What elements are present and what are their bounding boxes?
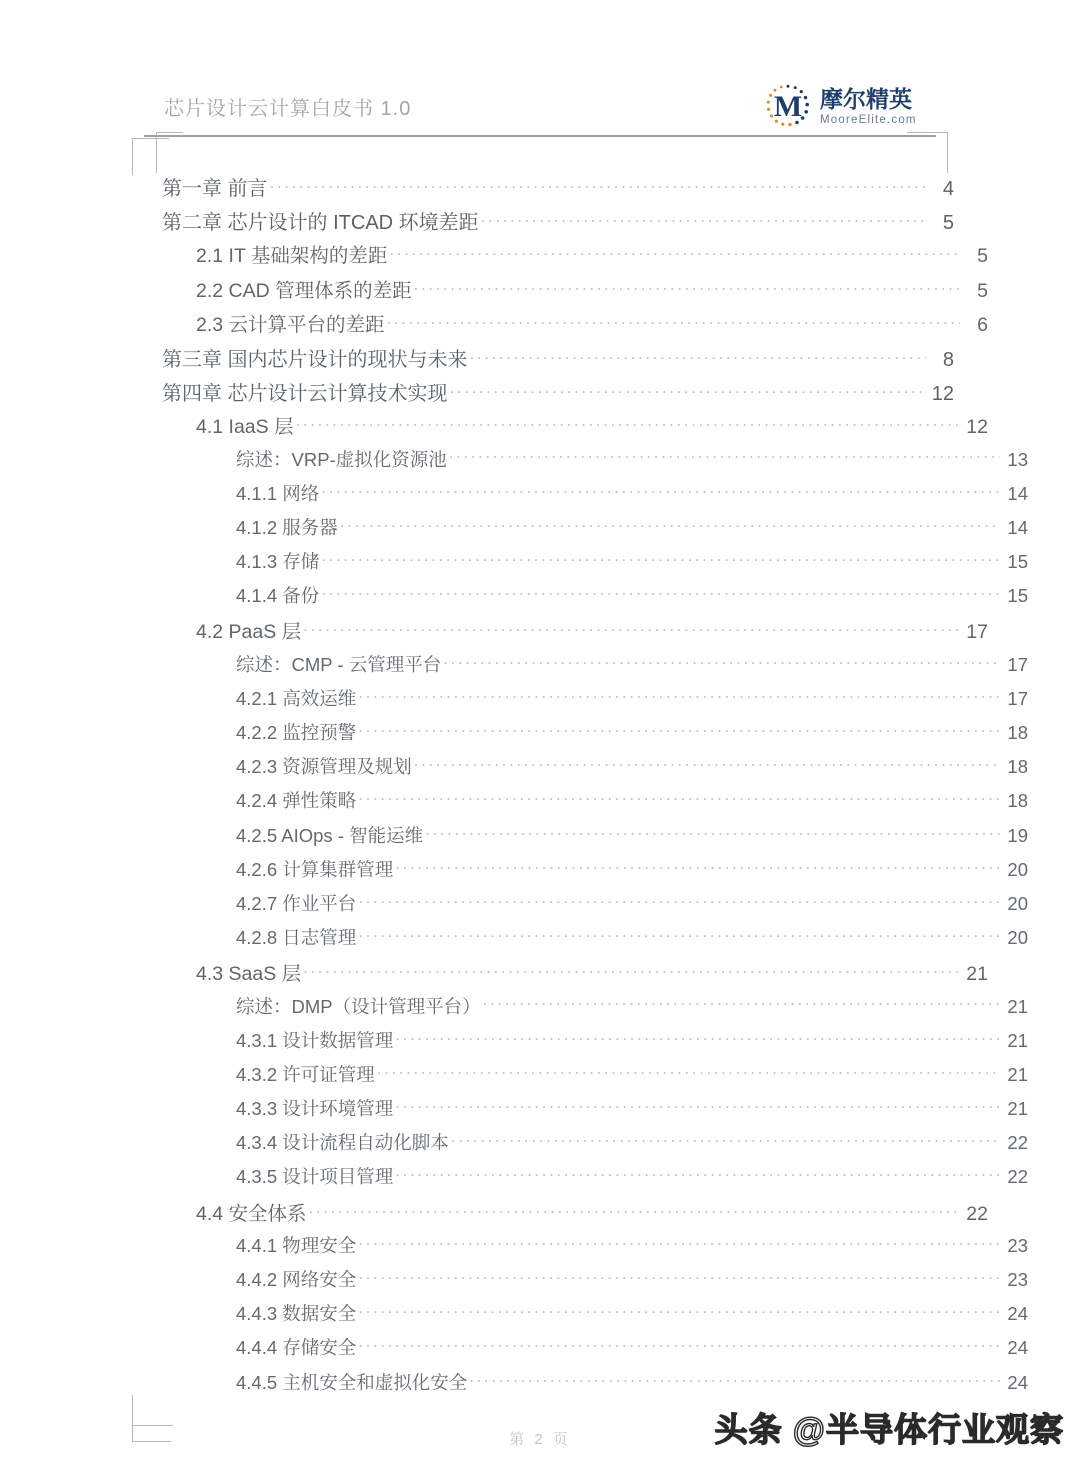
toc-entry[interactable] (144, 719, 1028, 753)
toc-dot-leader (389, 246, 960, 262)
toc-dot-leader (358, 894, 1000, 910)
toc-entry-page-number: 5 (977, 245, 988, 268)
toc-entry[interactable] (144, 787, 1028, 821)
toc-entry-label: 4.1.2 服务器 (236, 516, 338, 538)
toc-entry-page-number: 12 (966, 416, 988, 439)
toc-entry-page-number: 24 (1007, 1303, 1028, 1325)
toc-dot-leader (443, 655, 1000, 671)
toc-entry-page-number: 18 (1007, 790, 1028, 812)
toc-entry[interactable] (144, 548, 1028, 582)
toc-entry[interactable] (144, 616, 988, 650)
toc-entry-label: 4.2.6 计算集群管理 (236, 858, 394, 880)
toc-entry-label: 4.1.4 备份 (236, 585, 320, 607)
toc-entry[interactable] (144, 993, 1028, 1027)
toc-entry[interactable] (144, 377, 954, 411)
toc-entry[interactable] (144, 1061, 1028, 1095)
toc-entry-label: 4.3.4 设计流程自动化脚本 (236, 1132, 449, 1154)
toc-dot-leader (395, 860, 1000, 876)
toc-entry-page-number: 15 (1007, 585, 1028, 607)
toc-entry-label: 4.2 PaaS 层 (196, 621, 302, 644)
toc-entry[interactable] (144, 1163, 1028, 1197)
toc-entry-page-number: 21 (1007, 1098, 1028, 1120)
toc-dot-leader (481, 213, 926, 229)
toc-dot-leader (358, 791, 1000, 807)
toc-entry[interactable] (144, 514, 1028, 548)
toc-entry-page-number: 17 (1007, 653, 1028, 675)
toc-entry-page-number: 22 (966, 1202, 988, 1225)
toc-dot-leader (425, 826, 1000, 842)
toc-entry-label: 4.2.1 高效运维 (236, 687, 357, 709)
toc-entry-label: 2.1 IT 基础架构的差距 (196, 245, 388, 268)
toc-entry[interactable] (144, 480, 1028, 514)
toc-entry-page-number: 22 (1007, 1132, 1028, 1154)
toc-entry-page-number: 23 (1007, 1234, 1028, 1256)
logo-wordmark (820, 86, 917, 127)
toc-entry[interactable] (144, 890, 1028, 924)
toc-entry-label: 4.4.3 数据安全 (236, 1303, 357, 1325)
toc-entry-page-number: 14 (1007, 482, 1028, 504)
toc-entry[interactable] (144, 1198, 988, 1232)
toc-entry-label: 4.2.8 日志管理 (236, 927, 357, 949)
logo-name-cn: 摩尔精英 (820, 85, 912, 112)
toc-entry[interactable] (144, 822, 1028, 856)
toc-dot-leader (414, 757, 1000, 773)
toc-dot-leader (270, 179, 926, 195)
toc-entry-label: 4.2.4 弹性策略 (236, 790, 357, 812)
toc-entry-label: 4.1.1 网络 (236, 482, 320, 504)
document-title: 芯片设计云计算白皮书 1.0 (164, 98, 412, 120)
toc-entry[interactable] (144, 753, 1028, 787)
toc-entry-label: 第二章 芯片设计的 ITCAD 环境差距 (162, 212, 479, 235)
toc-entry-page-number: 6 (977, 313, 988, 336)
toc-entry-page-number: 21 (966, 963, 988, 986)
table-of-contents (144, 172, 1028, 1403)
svg-text:M: M (773, 90, 803, 123)
toc-dot-leader (358, 1236, 1000, 1252)
toc-entry-page-number: 5 (977, 279, 988, 302)
toc-entry[interactable] (144, 924, 1028, 958)
toc-dot-leader (358, 928, 1000, 944)
toc-entry-label: 4.4.5 主机安全和虚拟化安全 (236, 1371, 468, 1393)
toc-entry-page-number: 5 (942, 212, 954, 235)
toc-entry[interactable] (144, 1027, 1028, 1061)
toc-entry-label: 2.3 云计算平台的差距 (196, 313, 385, 336)
toc-entry[interactable] (144, 856, 1028, 890)
toc-entry[interactable] (144, 582, 1028, 616)
toc-entry-page-number: 20 (1007, 927, 1028, 949)
toc-entry-page-number: 12 (931, 383, 954, 406)
toc-entry-label: 2.2 CAD 管理体系的差距 (196, 279, 412, 302)
toc-entry-page-number: 4 (942, 178, 954, 200)
toc-entry-label: 4.3.3 设计环境管理 (236, 1098, 394, 1120)
toc-entry[interactable] (144, 1129, 1028, 1163)
toc-dot-leader (309, 1204, 960, 1220)
toc-entry-label: 4.4.1 物理安全 (236, 1234, 357, 1256)
toc-entry[interactable] (144, 651, 1028, 685)
toc-entry-label: 4.2.2 监控预警 (236, 722, 357, 743)
toc-entry-page-number: 17 (1007, 687, 1028, 709)
toc-entry-page-number: 22 (1007, 1166, 1028, 1188)
toc-entry[interactable] (144, 685, 1028, 719)
toc-dot-leader (303, 964, 960, 980)
toc-entry-page-number: 13 (1007, 448, 1028, 470)
toc-entry-page-number: 18 (1007, 756, 1028, 778)
toc-entry-label: 第四章 芯片设计云计算技术实现 (162, 383, 448, 406)
toc-entry-page-number: 17 (966, 621, 988, 644)
toc-entry[interactable] (144, 1232, 1028, 1266)
toc-entry-page-number: 21 (1007, 995, 1028, 1017)
toc-dot-leader (296, 417, 960, 433)
moore-elite-m-logo-icon (764, 82, 812, 130)
toc-dot-leader (395, 1099, 1000, 1115)
toc-dot-leader (395, 1167, 1000, 1183)
toc-dot-leader (321, 586, 1000, 602)
toc-entry[interactable] (144, 446, 1028, 480)
toc-entry[interactable] (144, 309, 988, 343)
toc-dot-leader (358, 689, 1000, 705)
toc-entry-label: 4.3.1 设计数据管理 (236, 1029, 394, 1051)
toc-entry-label: 4.3.2 许可证管理 (236, 1063, 375, 1085)
toc-dot-leader (358, 723, 1000, 739)
toc-entry-label: 4.2.7 作业平台 (236, 892, 357, 914)
toc-entry-page-number: 19 (1007, 824, 1028, 846)
toc-entry-label: 第一章 前言 (162, 178, 268, 200)
toc-entry-page-number: 24 (1007, 1337, 1028, 1359)
toc-entry[interactable] (144, 1334, 1028, 1368)
toc-dot-leader (303, 622, 960, 638)
toc-dot-leader (483, 997, 1000, 1013)
toc-entry-page-number: 15 (1007, 551, 1028, 573)
toc-dot-leader (414, 281, 960, 297)
toc-entry-page-number: 21 (1007, 1063, 1028, 1085)
toc-dot-leader (451, 1133, 1000, 1149)
toc-dot-leader (387, 315, 960, 331)
toc-entry[interactable] (144, 1300, 1028, 1334)
toc-dot-leader (358, 1304, 1000, 1320)
toc-entry-page-number: 8 (942, 348, 954, 371)
toc-entry[interactable] (144, 240, 988, 274)
toc-entry[interactable] (144, 172, 954, 206)
toc-entry-page-number: 14 (1007, 516, 1028, 538)
toc-dot-leader (449, 450, 1000, 466)
toc-entry-page-number: 18 (1007, 722, 1028, 743)
toc-entry-label: 综述：DMP（设计管理平台） (236, 995, 481, 1017)
corner-bracket-top-right (907, 132, 948, 173)
toc-entry-label: 综述：VRP-虚拟化资源池 (236, 448, 447, 470)
page-number-footer: 第 2 页 (509, 1431, 571, 1448)
toc-entry-label: 综述：CMP - 云管理平台 (236, 653, 442, 675)
toc-dot-leader (321, 552, 1000, 568)
toc-entry-page-number: 21 (1007, 1029, 1028, 1051)
logo-name-en: MooreElite.com (820, 113, 917, 126)
toc-dot-leader (450, 384, 926, 400)
toc-dot-leader (395, 1031, 1000, 1047)
toc-dot-leader (377, 1065, 1000, 1081)
toc-entry-page-number: 24 (1007, 1371, 1028, 1393)
toc-dot-leader (358, 1338, 1000, 1354)
toc-entry-page-number: 23 (1007, 1269, 1028, 1290)
toc-entry-label: 4.3.5 设计项目管理 (236, 1166, 394, 1188)
toc-dot-leader (469, 1373, 1000, 1389)
toc-entry-label: 第三章 国内芯片设计的现状与未来 (162, 348, 468, 371)
toc-entry[interactable] (144, 206, 954, 240)
page-header (144, 78, 936, 138)
toc-dot-leader (358, 1270, 1000, 1286)
toc-entry[interactable] (144, 1369, 1028, 1403)
toc-entry-label: 4.2.5 AIOps - 智能运维 (236, 824, 424, 846)
toc-entry-label: 4.4.2 网络安全 (236, 1269, 357, 1290)
corner-bracket-top-left-inner (156, 132, 183, 173)
toc-entry-page-number: 20 (1007, 858, 1028, 880)
toc-entry-label: 4.4.4 存储安全 (236, 1337, 357, 1359)
toc-dot-leader (340, 518, 1000, 534)
toc-entry-label: 4.1 IaaS 层 (196, 416, 294, 439)
toc-entry[interactable] (144, 275, 988, 309)
watermark: 头条 @半导体行业观察 (714, 1411, 1064, 1448)
moore-elite-logo (764, 80, 936, 132)
toc-dot-leader (321, 484, 1000, 500)
toc-entry[interactable] (144, 958, 988, 992)
toc-entry-label: 4.2.3 资源管理及规划 (236, 756, 412, 778)
toc-dot-leader (470, 350, 926, 366)
toc-entry-label: 4.3 SaaS 层 (196, 963, 302, 986)
header-divider (144, 135, 936, 137)
toc-entry[interactable] (144, 411, 988, 445)
toc-entry[interactable] (144, 1095, 1028, 1129)
toc-entry-label: 4.1.3 存储 (236, 551, 320, 573)
toc-entry-label: 4.4 安全体系 (196, 1202, 307, 1225)
toc-entry[interactable] (144, 343, 954, 377)
toc-entry-page-number: 20 (1007, 892, 1028, 914)
toc-entry[interactable] (144, 1266, 1028, 1300)
